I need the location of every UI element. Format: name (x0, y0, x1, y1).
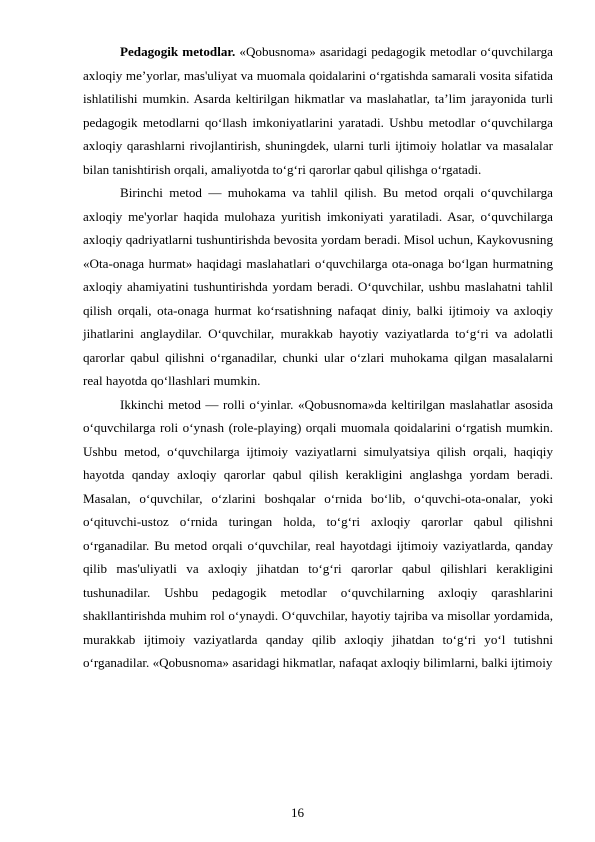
paragraph-pedagogical-methods (83, 40, 553, 181)
paragraph-text: «Qobusnoma» asaridagi pedagogik metodlar o‘quvchilarga axloqiy me’yorlar, mas'uliyat va muomala qoidalarini o‘rgatishda samarali vosita sifatida ishlatilishi mumkin. Asarda keltirilgan hikmatlar va maslahatlar, ta’lim jarayonida turli pedagogik metodlarni qo‘llash imkoniyatlarini yaratadi. Ushbu metodlar o‘quvchilarga axloqiy qarashlarni rivojlantirish, shuningdek, ularni turli ijtimoiy holatlar va masalalar bilan tanishtirish orqali, amaliyotda to‘g‘ri qarorlar qabul qilishga o‘rgatadi. (83, 44, 553, 177)
paragraph-first-method: Birinchi metod — muhokama va tahlil qilish. Bu metod orqali o‘quvchilarga axloqiy me'yorlar haqida mulohaza yuritish imkoniyati yaratiladi. Asar, o‘quvchilarga axloqiy qadriyatlarni tushuntirishda bevosita yordam beradi. Misol uchun, Kaykovusning «Ota-onaga hurmat» haqidagi maslahatlari o‘quvchilarga ota-onaga bo‘lgan hurmatning axloqiy ahamiyatini tushuntirishda yordam beradi. O‘quvchilar, ushbu maslahatni tahlil qilish orqali, ota-onaga hurmat ko‘rsatishning nafaqat diniy, balki ijtimoiy va axloqiy jihatlarini anglaydilar. O‘quvchilar, murakkab hayotiy vaziyatlarda to‘g‘ri va adolatli qarorlar qabul qilishni o‘rganadilar, chunki ular o‘zlari muhokama qilgan masalalarni real hayotda qo‘llashlari mumkin. (83, 185, 553, 388)
document-page (83, 40, 553, 675)
paragraph-second-method: Ikkinchi metod — rolli o‘yinlar. «Qobusnoma»da keltirilgan maslahatlar asosida o‘quvchilarga roli o‘ynash (role-playing) orqali muomala qoidalarini o‘rgatish mumkin. Ushbu metod, o‘quvchilarga ijtimoiy vaziyatlarni simulyatsiya qilish orqali, haqiqiy hayotda qanday axloqiy qarorlar qabul qilish kerakligini anglashga yordam beradi. Masalan, o‘quvchilar, o‘zlarini boshqalar o‘rnida bo‘lib, o‘quvchi-ota-onalar, yoki o‘qituvchi-ustoz o‘rnida turingan holda, to‘g‘ri axloqiy qarorlar qabul qilishni o‘rganadilar. Bu metod orqali o‘quvchilar, real hayotdagi ijtimoiy vaziyatlarda, qanday qilib mas'uliyatli va axloqiy jihatdan to‘g‘ri qarorlar qabul qilishlari kerakligini tushunadilar. Ushbu pedagogik metodlar o‘quvchilarning axloqiy qarashlarini shakllantirishda muhim rol o‘ynaydi. O‘quvchilar, hayotiy tajriba va misollar yordamida, murakkab ijtimoiy vaziyatlarda qanday qilib axloqiy jihatdan to‘g‘ri yo‘l tutishni o‘rganadilar. «Qobusnoma» asaridagi hikmatlar, nafaqat axloqiy bilimlarni, balki ijtimoiy (83, 396, 553, 670)
section-heading: Pedagogik metodlar. (120, 44, 240, 59)
page-number: 16 (290, 805, 305, 820)
